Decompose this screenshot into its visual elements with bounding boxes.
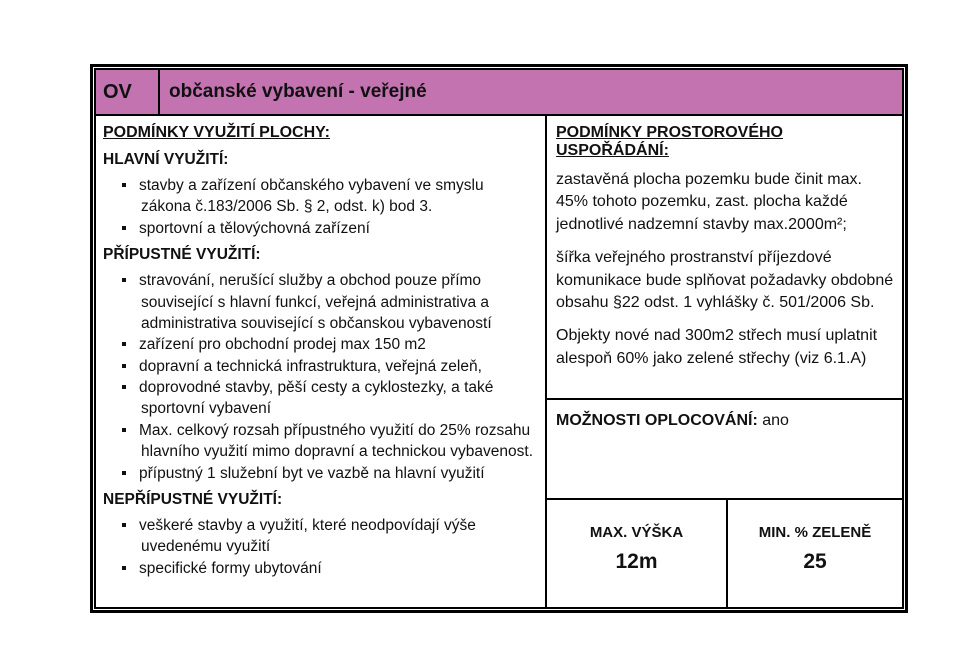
main-use-list (103, 175, 535, 239)
use-conditions-panel (96, 116, 547, 607)
header-row (94, 68, 904, 116)
max-height-label: MAX. VÝŠKA (589, 523, 684, 541)
list-item: sportovní a tělovýchovná zařízení (103, 218, 535, 239)
max-height-value: 12m (615, 549, 658, 573)
min-green-label: MIN. % ZELENĚ (758, 523, 872, 541)
max-height-cell (547, 500, 728, 607)
list-item: veškeré stavby a využití, které neodpovídají výše uvedenému využití (103, 515, 535, 558)
list-item: doprovodné stavby, pěší cesty a cyklostezky, a také sportovní vybavení (103, 377, 535, 420)
zoning-card (90, 64, 908, 613)
list-item: přípustný 1 služební byt ve vazbě na hlavní využití (103, 463, 535, 484)
fencing-label: MOŽNOSTI OPLOCOVÁNÍ: (556, 412, 758, 429)
main-use-heading: HLAVNÍ VYUŽITÍ: (103, 151, 229, 168)
spatial-conditions-heading: PODMÍNKY PROSTOROVÉHO USPOŘÁDÁNÍ: (556, 124, 783, 159)
permissible-use-heading: PŘÍPUSTNÉ VYUŽITÍ: (103, 246, 261, 264)
list-item: specifické formy ubytování (103, 558, 535, 579)
spatial-panel (547, 116, 902, 607)
zone-title: občanské vybavení - veřejné (169, 81, 427, 102)
body-row (94, 116, 904, 609)
metrics-row (547, 500, 902, 607)
permissible-use-list (103, 270, 535, 484)
spatial-paragraph: zastavěná plocha pozemku bude činit max. 45% tohoto pozemku, zast. plocha každé jednotlivé nadzemní stavby max.2000m²; (556, 171, 862, 233)
list-item: zařízení pro obchodní prodej max 150 m2 (103, 334, 535, 355)
use-conditions-heading: PODMÍNKY VYUŽITÍ PLOCHY: (103, 124, 330, 141)
fencing-value: ano (762, 412, 789, 429)
fencing-line (556, 412, 789, 429)
fencing-cell (547, 400, 902, 500)
list-item: Max. celkový rozsah přípustného využití do 25% rozsahu hlavního využití mimo dopravní a technickou vybavenost. (103, 420, 535, 463)
impermissible-use-heading: NEPŘÍPUSTNÉ VYUŽITÍ: (103, 490, 283, 508)
spatial-paragraph: šířka veřejného prostranství příjezdové komunikace bude splňovat požadavky obdobné obsahu §22 odst. 1 vyhlášky č. 501/2006 Sb. (556, 249, 894, 311)
zone-code: OV (96, 70, 160, 114)
spatial-paragraph: Objekty nové nad 300m2 střech musí uplatnit alespoň 60% jako zelené střechy (viz 6.1.A) (556, 327, 878, 367)
min-green-cell (728, 500, 902, 607)
min-green-value: 25 (803, 549, 827, 573)
list-item: dopravní a technická infrastruktura, veřejná zeleň, (103, 356, 535, 377)
list-item: stravování, nerušící služby a obchod pouze přímo související s hlavní funkcí, veřejná administrativa a administrativa související s občanskou vybaveností (103, 270, 535, 334)
list-item: stavby a zařízení občanského vybavení ve smyslu zákona č.183/2006 Sb. § 2, odst. k) bod 3. (103, 175, 535, 218)
impermissible-use-list (103, 515, 535, 579)
spatial-conditions-cell (547, 116, 902, 400)
